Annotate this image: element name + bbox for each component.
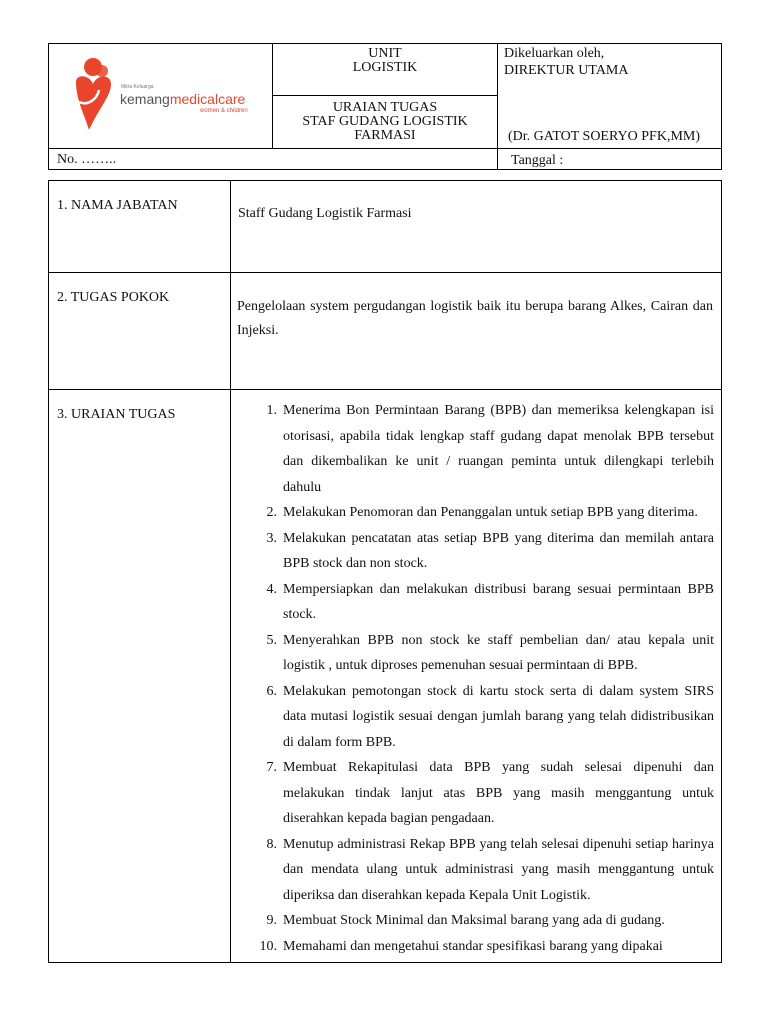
task-number: 1. (266, 403, 277, 418)
task-item (231, 934, 714, 960)
task-number: 7. (266, 760, 277, 775)
task-text: Menerima Bon Permintaan Barang (BPB) dan memeriksa kelengkapan isi otorisasi, apabila tidak lengkap staff gudang dapat menolak BPB tersebut dan dikembalikan ke unit / ruangan peminta untuk dilengkapi terlebih dahulu (283, 403, 714, 495)
section-label: 1. NAMA JABATAN (49, 181, 231, 273)
unit-cell (273, 44, 498, 96)
task-number: 4. (266, 581, 277, 597)
issuer-title: DIREKTUR UTAMA (504, 63, 629, 78)
task-item (231, 679, 714, 756)
title-cell (273, 96, 498, 149)
task-text: Menutup administrasi Rekap BPB yang telah selesai dipenuhi setiap harinya dan mendata ulang untuk administrasi yang masih menggantung untuk diperiksa dan diserahkan kepada Kepala Unit Logistik. (283, 836, 714, 903)
unit-name: LOGISTIK (352, 60, 418, 75)
task-item (231, 577, 714, 628)
task-item (231, 500, 714, 526)
task-number: 5. (266, 632, 277, 648)
task-item (231, 526, 714, 577)
kemang-medical-care-logo (49, 44, 271, 148)
task-number: 9. (266, 913, 277, 928)
logo-figure-small (96, 65, 108, 77)
issued-by: Dikeluarkan oleh, (504, 46, 605, 61)
document-header (48, 43, 722, 170)
section-row (49, 181, 722, 273)
logo-cell (49, 44, 273, 149)
unit-label: UNIT (368, 46, 402, 61)
task-item (231, 755, 714, 832)
task-text: Memahami dan mengetahui standar spesifikasi barang yang dipakai (283, 938, 663, 954)
task-text: Membuat Stock Minimal dan Maksimal barang yang ada di gudang. (283, 913, 665, 928)
task-item (231, 832, 714, 909)
section-label: 3. URAIAN TUGAS (49, 390, 231, 963)
task-text: Menyerahkan BPB non stock ke staff pembelian dan/ atau kepala unit logistik , untuk diproses pemenuhan sesuai permintaan di BPB. (283, 632, 714, 673)
task-text: Mempersiapkan dan melakukan distribusi barang sesuai permintaan BPB stock. (283, 581, 714, 622)
logo-brand-main: kemang (120, 91, 170, 107)
main-duty-value: Pengelolaan system pergudangan logistik baik itu berupa barang Alkes, Cairan dan Injeksi. (231, 273, 722, 390)
section-row (49, 390, 722, 963)
task-number: 10. (259, 938, 277, 954)
task-number: 3. (266, 530, 277, 546)
task-item (231, 628, 714, 679)
task-text: Melakukan pemotongan stock di kartu stock serta di dalam system SIRS data mutasi logistik sesuai dengan jumlah barang yang telah didistribusikan di dalam form BPB. (283, 683, 714, 750)
job-description-table (48, 180, 722, 963)
title-line-1: URAIAN TUGAS (332, 100, 438, 115)
section-row (49, 273, 722, 390)
logo-brand-care: care (218, 91, 246, 107)
task-text: Melakukan pencatatan atas setiap BPB yang diterima dan memilah antara BPB stock dan non stock. (283, 530, 714, 571)
document-number: No. …….. (49, 149, 498, 170)
task-number: 6. (266, 683, 277, 699)
task-item (231, 908, 714, 934)
document-date: Tanggal : (498, 149, 722, 170)
logo-subtitle: women & children (200, 108, 248, 114)
logo-tagline: Mitra Keluarga (121, 84, 154, 90)
task-text: Melakukan Penomoran dan Penanggalan untuk setiap BPB yang diterima. (283, 505, 698, 520)
task-text: Membuat Rekapitulasi data BPB yang sudah selesai dipenuhi dan melakukan tindak lanjut atas BPB yang masih menggantung untuk diserahkan kepada bagian pengadaan. (283, 760, 714, 826)
task-number: 2. (266, 505, 277, 520)
issuer-cell (498, 44, 722, 149)
title-line-2: STAF GUDANG LOGISTIK (302, 114, 468, 129)
section-label: 2. TUGAS POKOK (49, 273, 231, 390)
signatory-name: (Dr. GATOT SOERYO PFK,MM) (508, 129, 701, 144)
task-item (231, 398, 714, 500)
title-line-3: FARMASI (354, 128, 416, 143)
task-list-cell (231, 390, 722, 963)
logo-brand (120, 91, 246, 107)
task-number: 8. (266, 836, 277, 852)
task-list (231, 398, 721, 959)
job-title-value: Staff Gudang Logistik Farmasi (231, 181, 722, 273)
logo-brand-medical: medical (169, 91, 219, 107)
